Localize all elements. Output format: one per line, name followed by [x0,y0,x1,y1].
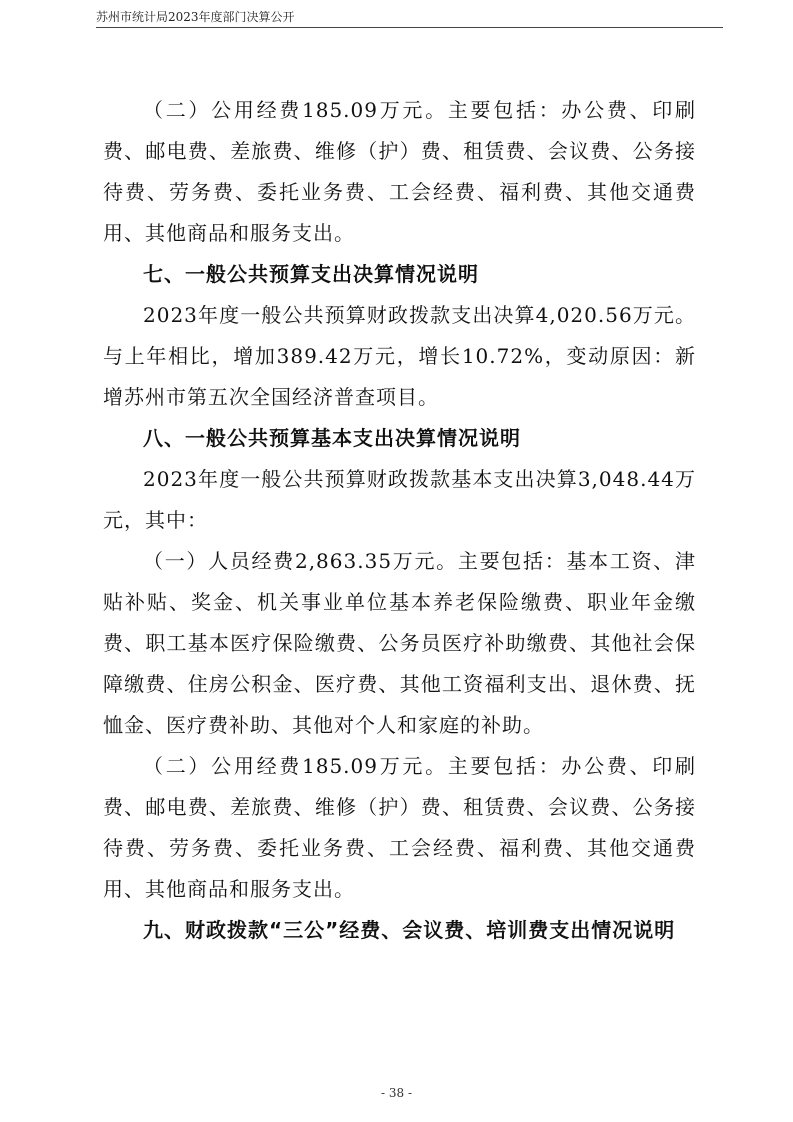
paragraph-personnel-expenses: （一）人员经费2,863.35万元。主要包括：基本工资、津贴补贴、奖金、机关事业单位基本养老保险缴费、职业年金缴费、职工基本医疗保险缴费、公务员医疗补助缴费、其他社会保障缴费、住房公积金、医疗费、其他工资福利支出、退休费、抚恤金、医疗费补助、其他对个人和家庭的补助。 [103,549,696,737]
document-body [103,90,696,951]
header-divider [96,27,723,28]
paragraph-general-budget-expenditure: 2023年度一般公共预算财政拨款支出决算4,020.56万元。与上年相比，增加389.42万元，增长10.72%，变动原因：新增苏州市第五次全国经济普查项目。 [103,303,696,409]
heading-section-8: 八、一般公共预算基本支出决算情况说明 [143,426,521,450]
page-number: - 38 - [380,1086,412,1100]
paragraph-basic-expenditure: 2023年度一般公共预算财政拨款基本支出决算3,048.44万元，其中： [103,467,696,532]
heading-section-7: 七、一般公共预算支出决算情况说明 [143,262,479,286]
paragraph-public-expenses-1: （二）公用经费185.09万元。主要包括：办公费、印刷费、邮电费、差旅费、维修（护）费、租赁费、会议费、公务接待费、劳务费、委托业务费、工会经费、福利费、其他交通费用、其他商品和服务支出。 [103,98,696,245]
page-header: 苏州市统计局2023年度部门决算公开 [96,10,295,24]
heading-section-9: 九、财政拨款“三公”经费、会议费、培训费支出情况说明 [143,918,676,942]
paragraph-public-expenses-2: （二）公用经费185.09万元。主要包括：办公费、印刷费、邮电费、差旅费、维修（护）费、租赁费、会议费、公务接待费、劳务费、委托业务费、工会经费、福利费、其他交通费用、其他商品和服务支出。 [103,754,696,901]
